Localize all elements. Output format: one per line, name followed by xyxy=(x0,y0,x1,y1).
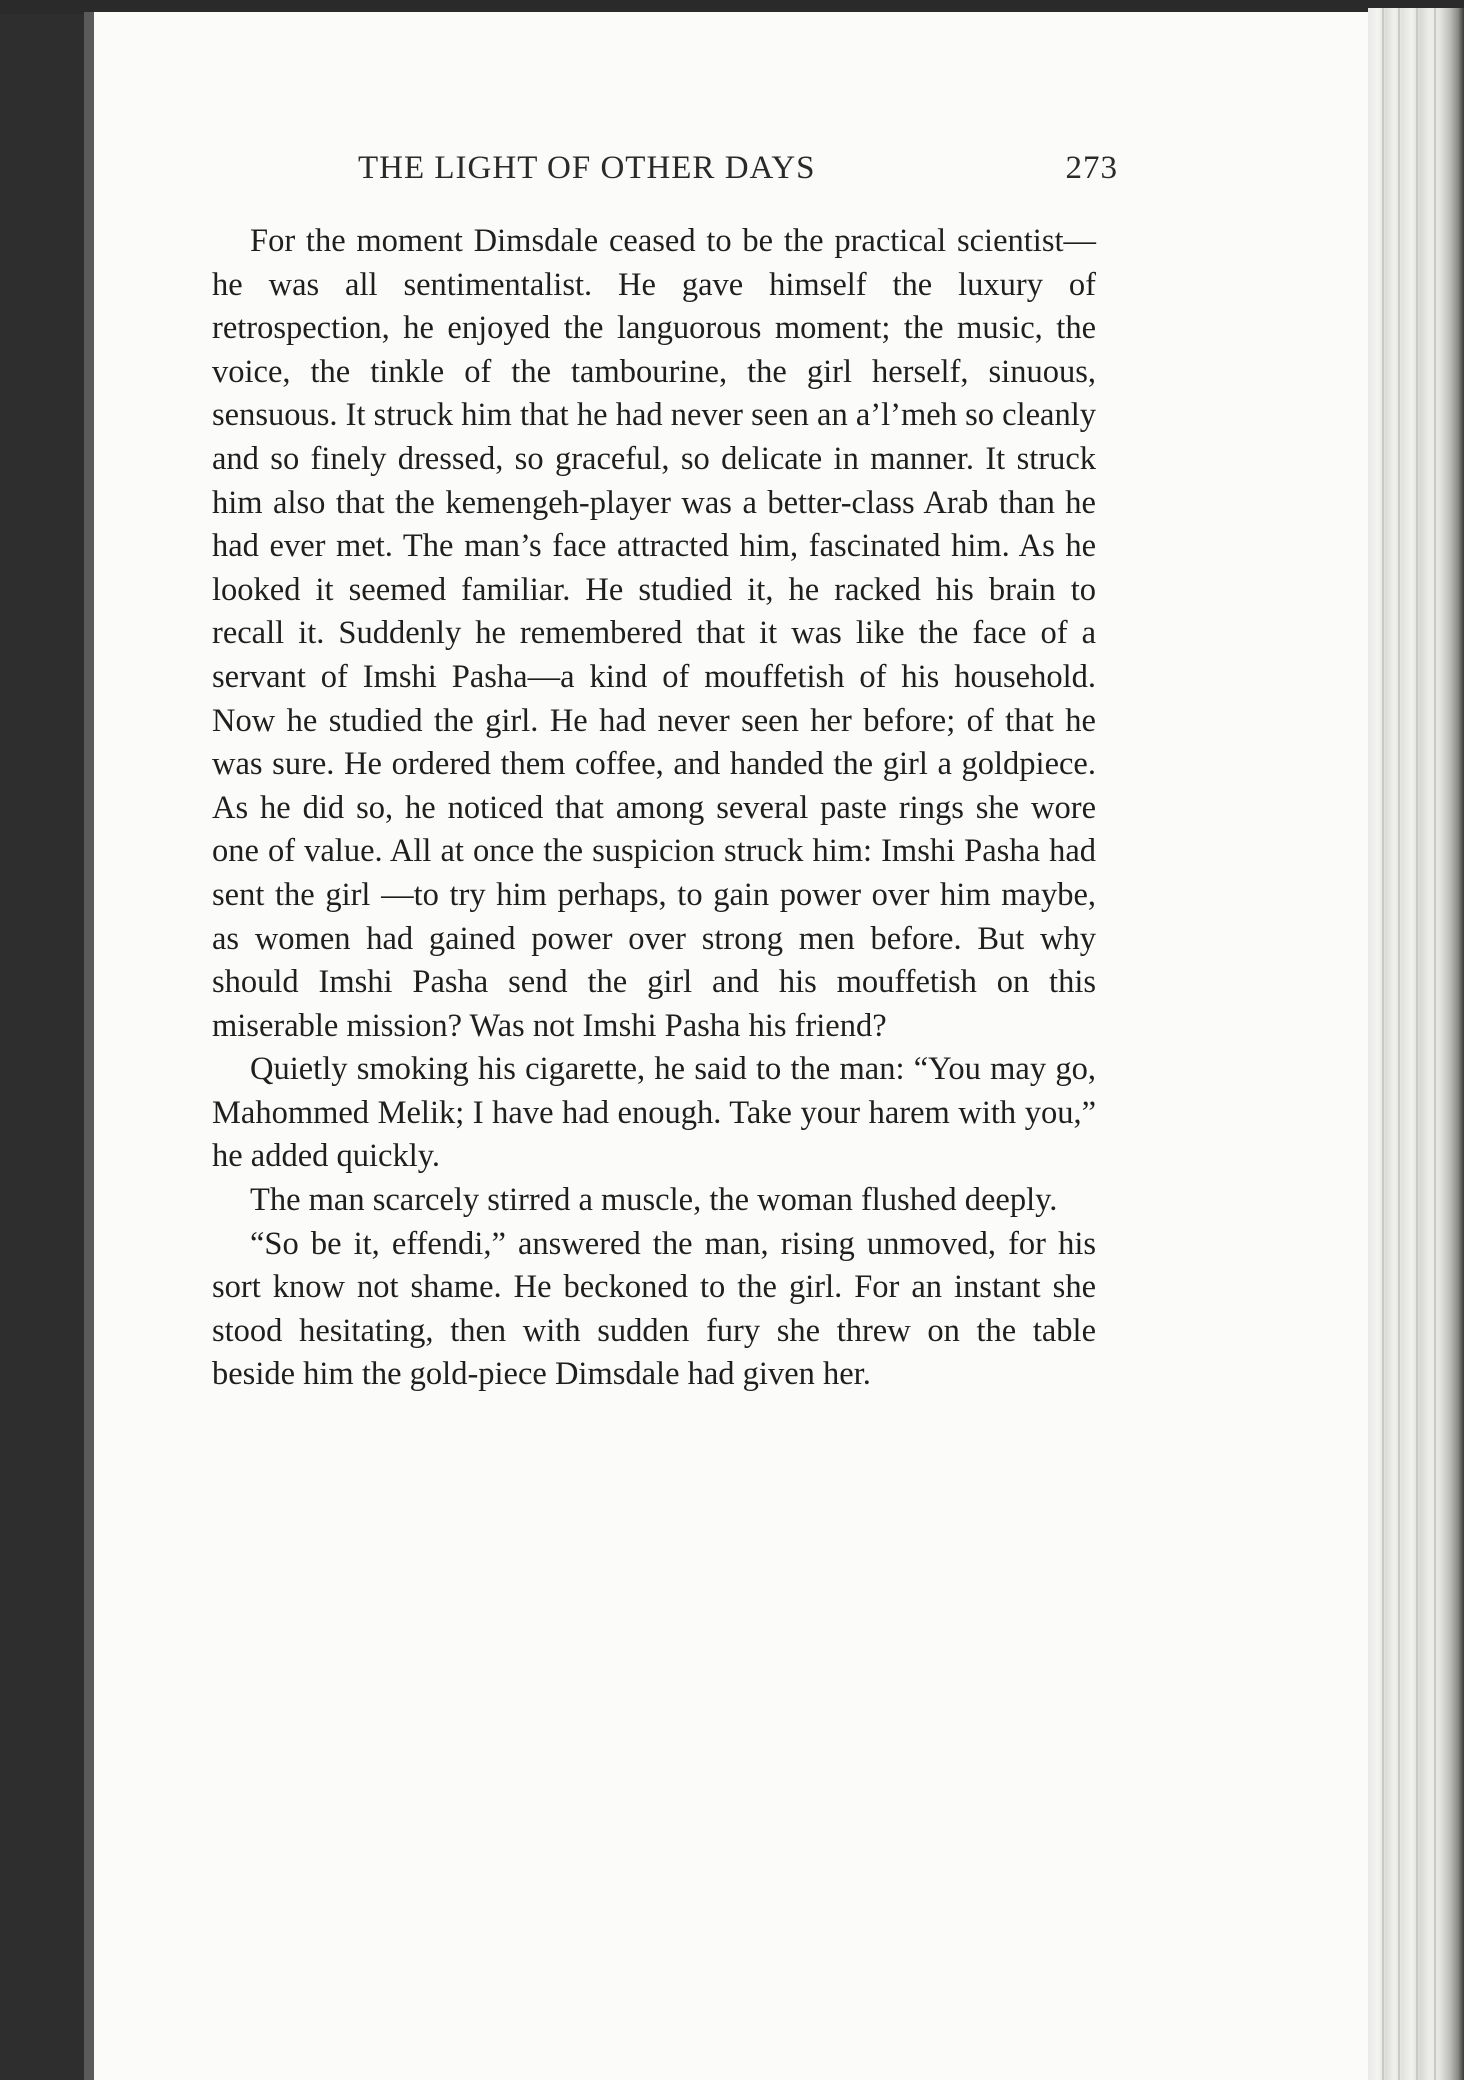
body-text xyxy=(212,220,1096,1397)
edge-line xyxy=(1416,8,1418,2080)
paragraph: “So be it, effendi,” answered the man, rising unmoved, for his sort know not shame. He beckoned to the girl. For an instant she stood hesitating, then with sudden fury she threw on the table beside him the gold-piece Dimsdale had given her. xyxy=(212,1225,1096,1393)
edge-line xyxy=(1382,8,1384,2080)
page-number: 273 xyxy=(1065,150,1118,186)
running-title: THE LIGHT OF OTHER DAYS xyxy=(358,150,816,186)
paragraph: The man scarcely stirred a muscle, the woman flushed deeply. xyxy=(250,1182,1058,1219)
page-stack-edge xyxy=(1368,8,1464,2080)
edge-line xyxy=(1398,8,1400,2080)
paragraph: Quietly smoking his cigarette, he said to the man: “You may go, Mahommed Melik; I have had enough. Take your harem with you,” he added quickly. xyxy=(212,1051,1096,1175)
paragraph: For the moment Dimsdale ceased to be the practical scientist—he was all sentimentalist. He gave himself the luxury of retrospection, he enjoyed the languorous moment; the music, the voice, the tinkle of the tambourine, the girl herself, sinuous, sensuous. It struck him that he had never seen an a’l’meh so cleanly and so finely dressed, so graceful, so delicate in manner. It struck him also that the kemengeh-player was a better-class Arab than he had ever met. The man’s face attracted him, fascinated him. As he looked it seemed familiar. He studied it, he racked his brain to recall it. Suddenly he remembered that it was like the face of a servant of Imshi Pasha—a kind of mouffetish of his household. Now he studied the girl. He had never seen her before; of that he was sure. He ordered them coffee, and handed the girl a goldpiece. As he did so, he noticed that among several paste rings she wore one of value. All at once the suspicion struck him: Imshi Pasha had sent the girl —to try him perhaps, to gain power over him maybe, as women had gained power over strong men before. But why should Imshi Pasha send the girl and his mouffetish on this miserable mission? Was not Imshi Pasha his friend? xyxy=(212,223,1096,1044)
edge-line xyxy=(1434,8,1436,2080)
